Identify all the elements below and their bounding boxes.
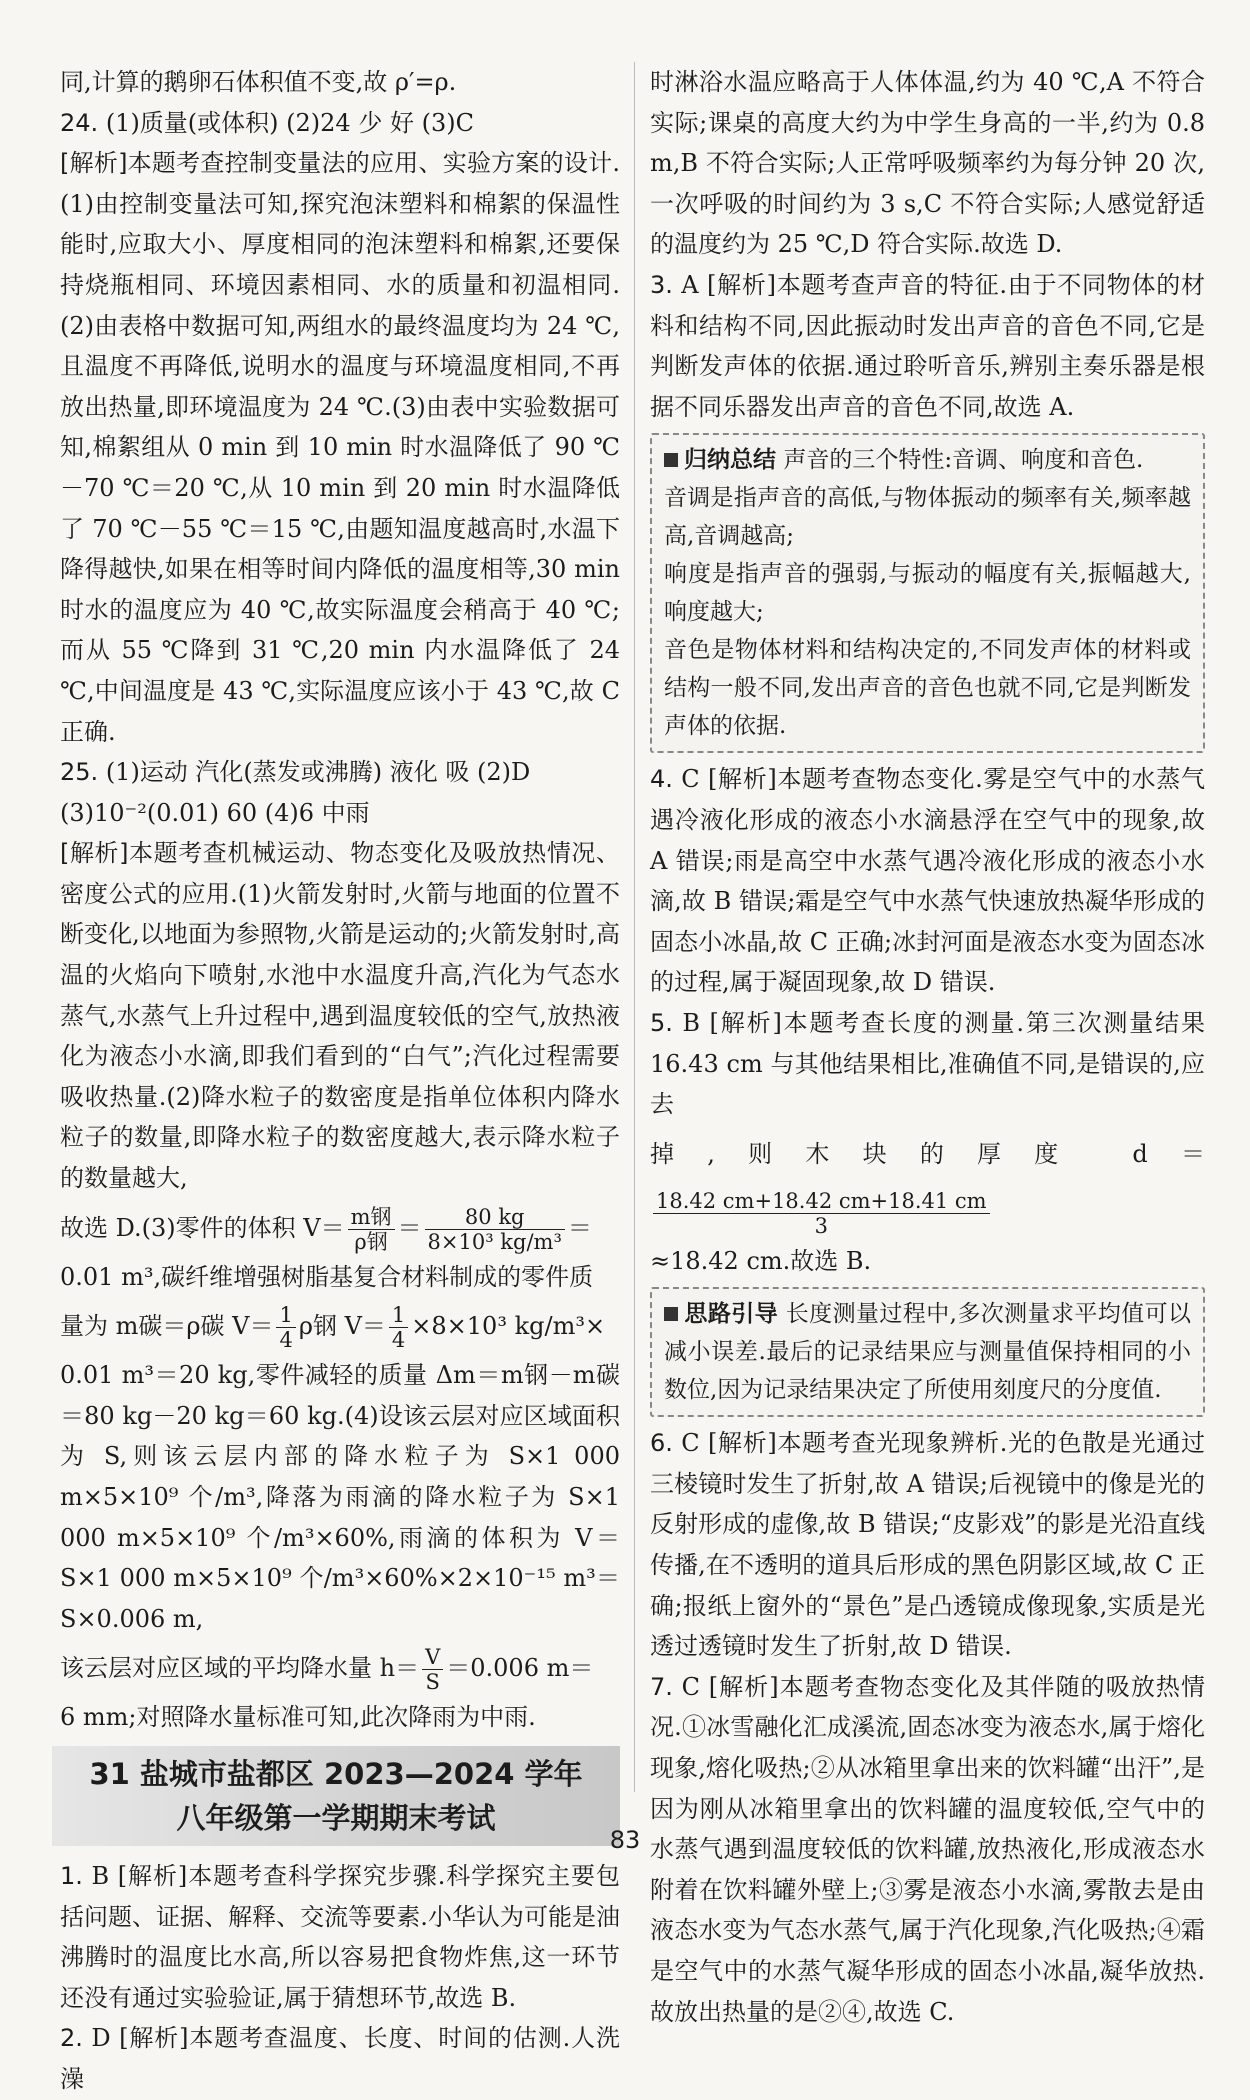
box-text: 长度测量过程中,多次测量求平均值可以减小误差.最后的记录结果应与测量值保持相同的小数位,因为记录结果决定了所使用刻度尺的分度值. <box>664 1301 1192 1404</box>
carryover-line: 同,计算的鹅卵石体积值不变,故 ρ′=ρ. <box>60 68 457 96</box>
hint-box <box>650 1287 1205 1417</box>
fraction: $\frac{1}{4}$ <box>276 1303 295 1352</box>
answer-text: D [解析]本题考查温度、长度、时间的估测.人洗澡 <box>60 2024 620 2093</box>
answer-24 <box>60 103 620 753</box>
analysis-text: 本题考查控制变量法的应用、实验方案的设计.(1)由控制变量法可知,探究泡沫塑料和棉絮的保温性能时,应取大小、厚度相同的泡沫塑料和棉絮,还要保持烧瓶相同、环境因素相同、水的质量和初温相同.(2)由表格中数据可知,两组水的最终温度均为 24 ℃,且温度不再降低,说明水的温度与环境温度相同,不再放出热量,即环境温度为 24 ℃.(3)由表中实验数据可知,棉絮组从 0 min 到 10 min 时水温降低了 90 ℃－70 ℃＝20 ℃,从 10 min 到 20 min 时水温降低了 70 ℃－55 ℃＝15 ℃,由题知温度越高时,水温下降得越快,如果在相等时间内降低的温度相等,30 min 时水的温度应为 40 ℃,故实际温度会稍高于 40 ℃;而从 55 ℃降到 31 ℃,20 min 内水温降低了 24 ℃,中间温度是 43 ℃,实际温度应该小于 43 ℃,故 C 正确. <box>60 149 620 746</box>
question-number: 4. <box>650 765 673 794</box>
answer-text: B [解析]本题考查长度的测量.第三次测量结果 16.43 cm 与其他结果相比,准确值不同,是错误的,应去 <box>650 1008 1205 1119</box>
box-title: 思路引导 <box>664 1301 778 1327</box>
question-number: 7. <box>650 1672 673 1701</box>
question-number: 3. <box>650 270 673 299</box>
answer-text: C [解析]本题考查物态变化.雾是空气中的水蒸气遇冷液化形成的液态小水滴悬浮在空气中的现象,故 A 错误;雨是高空中水蒸气遇冷液化形成的液态小水滴,故 B 错误;霜是空气中水蒸气快速放热凝华形成的固态小冰晶,故 C 正确;冰封河面是液态水变为固态冰的过程,属于凝固现象,故 D 错误. <box>650 765 1205 997</box>
box-text: 音调是指声音的高低,与物体振动的频率有关,频率越高,音调越高; <box>664 485 1191 550</box>
answer-text: (1)质量(或体积) (2)24 少 好 (3)C <box>105 108 474 137</box>
question-number: 5. <box>650 1008 673 1037</box>
answer-25: 25. (1)运动 汽化(蒸发或沸腾) 液化 吸 (2)D (3)10⁻²(0.01) 60 (4)6 中雨 [解析]本题考查机械运动、物态变化及吸放热情况、密度公式的应用.(1)火箭发射时,火箭与地面的位置不断变化,以地面为参照物,火箭是运动的;火箭发射时,高温的火焰向下喷射,水池中水温度升高,汽化为气态水蒸气,水蒸气上升过程中,遇到温度较低的空气,放热液化为液态小水滴,即我们看到的“白气”;汽化过程需要吸收热量.(2)降水粒子的数密度是指单位体积内降水粒子的数量,即降水粒子的数密度越大,表示降水粒子的数量越大, 故选 D.(3)零件的体积 V＝ $\frac{\text{m钢}}{\text{ρ钢}}$ ＝ $\frac{80 kg}{\text{8×10³ kg/m³}}$ ＝ 0.01 m³,碳纤维增强树脂基复合材料制成的零件质 量为 m碳＝ρ碳 V＝ $\frac{1}{4}$ ρ钢 V＝ $\frac{1}{4}$ ×8×10³ kg/m³× 0.01 m³＝20 kg,零件减轻的质量 Δm＝m钢－m碳＝80 kg－20 kg＝60 kg.(4)设该云层对应区域面积为 S,则该云层内部的降水粒子为 S×1 000 m×5×10⁹ 个/m³,降落为雨滴的降水粒子为 S×1 000 m×5×10⁹ 个/m³×60%,雨滴的体积为 V＝S×1 000 m×5×10⁹ 个/m³×60%×2×10⁻¹⁵ m³＝S×0.006 m, 该云层对应区域的平均降水量 h＝ $\frac{V}{S}$ ＝0.006 m＝ 6 mm;对照降水量标准可知,此次降雨为中雨. <box>60 752 620 1738</box>
column-divider <box>634 62 635 1792</box>
analysis-tag: [解析] <box>60 149 128 178</box>
answer-text: C [解析]本题考查光现象辨析.光的色散是光通过三棱镜时发生了折射,故 A 错误;后视镜中的像是光的反射形成的虚像,故 B 错误;“皮影戏”的影是光沿直线传播,在不透明的道具后形成的黑色阴影区域,故 C 正确;报纸上窗外的“景色”是凸透镜成像现象,实质是光透过透镜时发生了折射,故 D 错误. <box>650 1429 1205 1661</box>
answer-4 <box>650 759 1205 1003</box>
question-number: 25. <box>60 758 99 787</box>
analysis-text: 本题考查机械运动、物态变化及吸放热情况、密度公式的应用.(1)火箭发射时,火箭与地面的位置不断变化,以地面为参照物,火箭是运动的;火箭发射时,高温的火焰向下喷射,水池中水温度升高,汽化为气态水蒸气,水蒸气上升过程中,遇到温度较低的空气,放热液化为液态小水滴,即我们看到的“白气”;汽化过程需要吸收热量.(2)降水粒子的数密度是指单位体积内降水粒子的数量,即降水粒子的数密度越大,表示降水粒子的数量越大, <box>60 839 621 1193</box>
answer-2 <box>60 2018 620 2099</box>
answer-5-formula <box>650 1125 1205 1241</box>
answer-text: C [解析]本题考查物态变化及其伴随的吸放热情况.①冰雪融化汇成溪流,固态冰变为液态水,属于熔化现象,熔化吸热;②从冰箱里拿出来的饮料罐“出汗”,是因为刚从冰箱里拿出的饮料罐的温度较低,空气中的水蒸气遇到温度较低的饮料罐,放热液化,形成液态水附着在饮料罐外壁上;③雾是液态小水滴,雾散去是由液态水变为气态水蒸气,属于汽化现象,汽化吸热;④霜是空气中的水蒸气凝华形成的固态小冰晶,凝华放热.故放出热量的是②④,故选 C. <box>650 1672 1205 2026</box>
answer-text: 掉,则木块的厚度 d＝ <box>650 1139 1205 1168</box>
fraction: $\frac{\text{m钢}}{\text{ρ钢}}$ <box>348 1205 395 1254</box>
analysis-text: 0.01 m³＝20 kg,零件减轻的质量 Δm＝m钢－m碳＝80 kg－20 kg＝60 kg.(4)设该云层对应区域面积为 S,则该云层内部的降水粒子为 S×1 000 m×5×10⁹ 个/m³,降落为雨滴的降水粒子为 S×1 000 m×5×10⁹ 个/m³×60%,雨滴的体积为 V＝S×1 000 m×5×10⁹ 个/m³×60%×2×10⁻¹⁵ m³＝S×0.006 m, <box>60 1361 620 1633</box>
answer-text: ≈18.42 cm.故选 B. <box>650 1246 872 1275</box>
answer-text: B [解析]本题考查科学探究步骤.科学探究主要包括问题、证据、解释、交流等要素.小华认为可能是油沸腾时的温度比水高,所以容易把食物炸焦,这一环节还没有通过实验验证,属于猜想环节,故选 B. <box>60 1861 620 2012</box>
question-number: 24. <box>60 108 99 137</box>
analysis-text: 该云层对应区域的平均降水量 h＝ <box>60 1654 420 1683</box>
left-column <box>60 62 620 2100</box>
right-column <box>650 62 1205 2032</box>
box-text: 声音的三个特性:音调、响度和音色. <box>783 447 1144 474</box>
analysis-text: 6 mm;对照降水量标准可知,此次降雨为中雨. <box>60 1703 536 1732</box>
fraction: $\frac{18.42 cm+18.42 cm+18.41 cm}{3}$ <box>653 1189 990 1238</box>
answer-5 <box>650 1003 1205 1125</box>
analysis-tag: [解析] <box>60 839 129 868</box>
analysis-text: 0.01 m³,碳纤维增强树脂基复合材料制成的零件质 <box>60 1262 594 1291</box>
analysis-text: ρ钢 V＝ <box>298 1312 386 1341</box>
answer-text-line1: (1)运动 汽化(蒸发或沸腾) 液化 吸 (2)D <box>105 758 531 787</box>
question-number: 6. <box>650 1429 673 1458</box>
answer-6 <box>650 1423 1205 1667</box>
section-heading-line1: 31 盐城市盐都区 2023—2024 学年 <box>89 1756 583 1791</box>
answer-1 <box>60 1856 620 2018</box>
analysis-text: 故选 D.(3)零件的体积 V＝ <box>60 1213 345 1242</box>
fraction: $\frac{V}{S}$ <box>422 1645 443 1694</box>
analysis-text: 量为 m碳＝ρ碳 V＝ <box>60 1312 274 1341</box>
summary-box <box>650 433 1205 753</box>
box-title: 归纳总结 <box>664 447 776 473</box>
analysis-text: ＝0.006 m＝ <box>446 1654 594 1683</box>
page-number: 83 <box>609 1826 641 1854</box>
fraction: $\frac{80 kg}{\text{8×10³ kg/m³}}$ <box>425 1205 565 1254</box>
box-text: 响度是指声音的强弱,与振动的幅度有关,振幅越大,响度越大; <box>664 561 1191 626</box>
question-number: 2. <box>60 2024 83 2053</box>
analysis-text: ×8×10³ kg/m³× <box>411 1312 606 1341</box>
answer-2-continued: 时淋浴水温应略高于人体体温,约为 40 ℃,A 不符合实际;课桌的高度大约为中学生身高的一半,约为 0.8 m,B 不符合实际;人正常呼吸频率约为每分钟 20 次,一次呼吸的时间约为 3 s,C 不符合实际;人感觉舒适的温度约为 25 ℃,D 符合实际.故选 D. <box>650 68 1205 259</box>
answer-3 <box>650 265 1205 427</box>
answer-text: A [解析]本题考查声音的特征.由于不同物体的材料和结构不同,因此振动时发出声音的音色不同,它是判断发声体的依据.通过聆听音乐,辨别主奏乐器是根据不同乐器发出声音的音色不同,故选 A. <box>650 270 1205 421</box>
question-number: 1. <box>60 1861 83 1890</box>
box-text: 音色是物体材料和结构决定的,不同发声体的材料或结构一般不同,发出声音的音色也就不同,它是判断发声体的依据. <box>664 637 1191 740</box>
section-heading-line2: 八年级第一学期期末考试 <box>176 1800 496 1835</box>
answer-text-line2: (3)10⁻²(0.01) 60 (4)6 中雨 <box>60 798 370 827</box>
fraction: $\frac{1}{4}$ <box>389 1303 408 1352</box>
